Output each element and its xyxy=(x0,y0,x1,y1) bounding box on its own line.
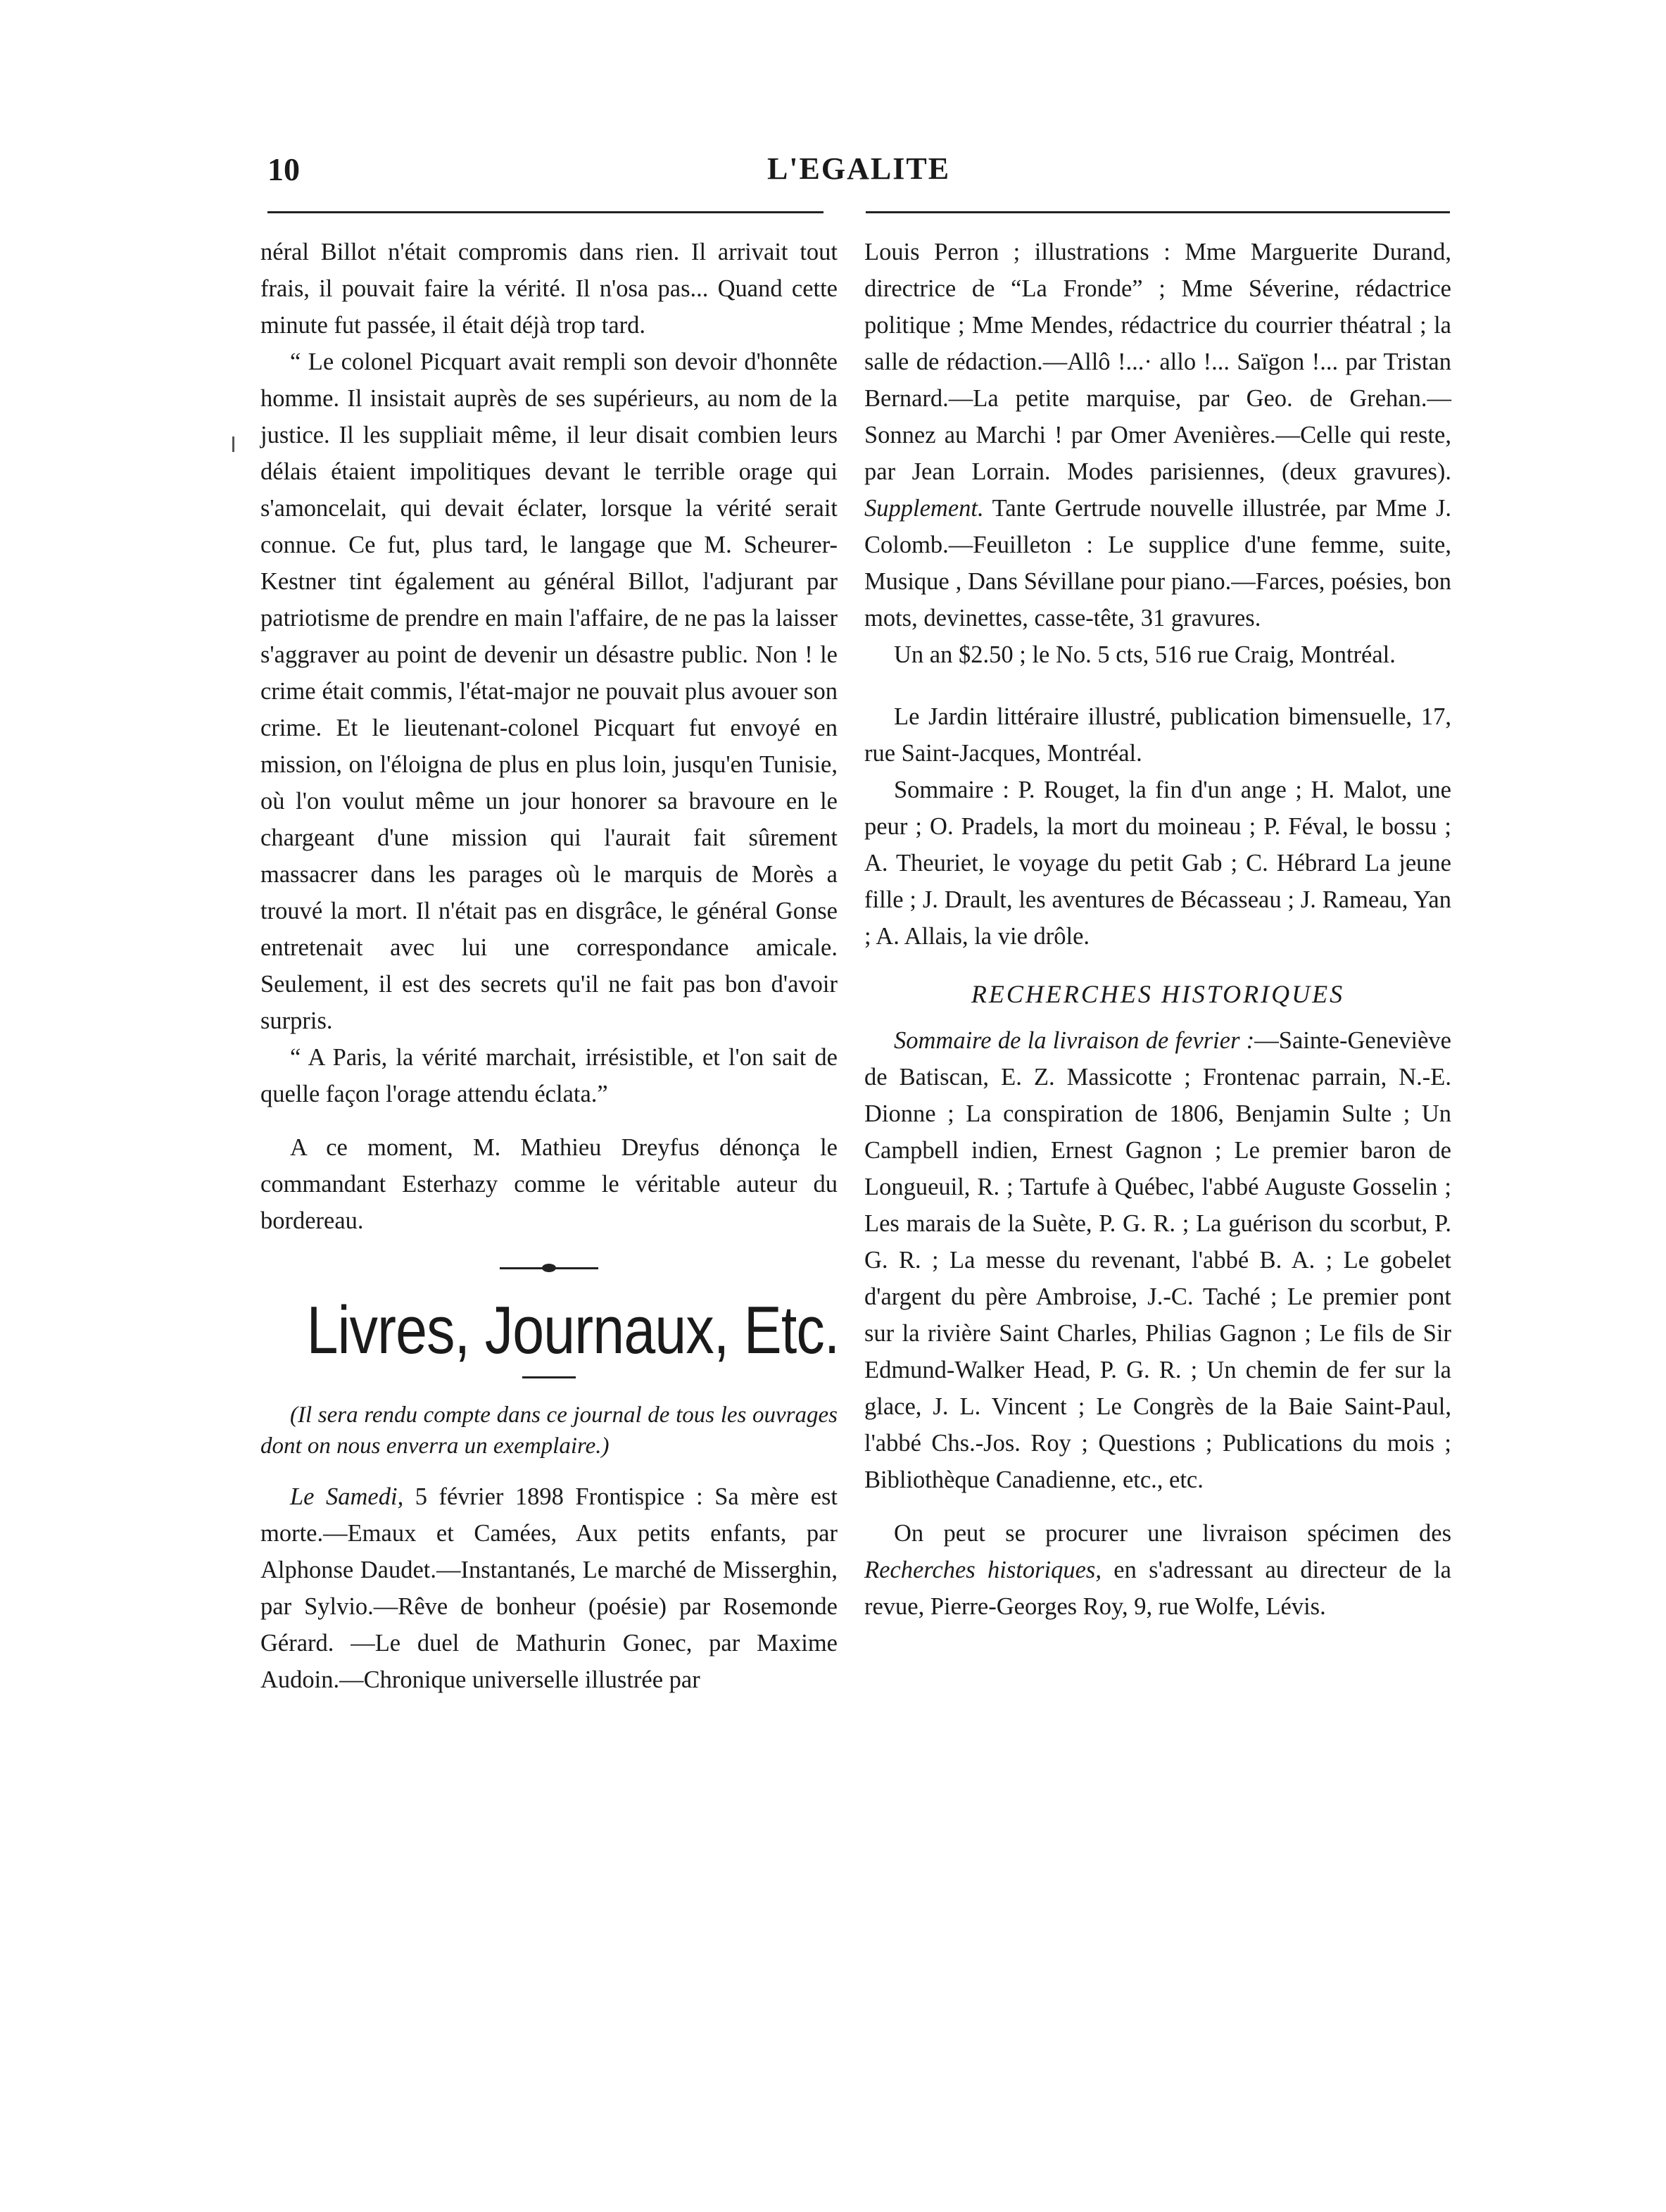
ornamental-divider xyxy=(500,1267,598,1269)
left-column xyxy=(260,234,838,1698)
supplement-contents: Tante Gertrude nouvelle illustrée, par Mme J. Colomb.—Feuilleton : Le supplice d'une femme, suite, Musique , Dans Sévillane pour piano.—Farces, poésies, bon mots, devinettes, casse-tête, 31 gravures. xyxy=(864,495,1451,631)
left-paragraph-1: néral Billot n'était compromis dans rien. Il arrivait tout frais, il pouvait faire la vérité. Il n'osa pas... Quand cette minute fut passée, il était déjà trop tard. xyxy=(260,239,838,339)
samedi-contents-continued: Louis Perron ; illustrations : Mme Marguerite Durand, directrice de “La Fronde” ; Mme Séverine, rédactrice politique ; Mme Mendes, rédactrice du courrier théatral ; la salle de rédaction.—Allô !...· allo !... Saïgon !... par Tristan Bernard.—La petite marquise, par Geo. de Grehan.—Sonnez au Marchi ! par Omer Avenières.—Celle qui reste, par Jean Lorrain. Modes parisiennes, (deux gravures). xyxy=(864,239,1451,485)
left-paragraph-2: “ Le colonel Picquart avait rempli son devoir d'honnête homme. Il insistait auprès de ses supérieurs, au nom de la justice. Il les suppliait même, il leur disait combien leurs délais étaient impolitiques devant le terrible orage qui s'amoncelait, qui devait éclater, lorsque la vérité serait connue. Ce fut, plus tard, le langage que M. Scheurer-Kestner tint également au général Billot, l'adjurant par patriotisme de prendre en main l'affaire, de ne pas la laisser s'aggraver au point de devenir un désastre public. Non ! le crime était commis, l'état-major ne pouvait plus avouer son crime. Et le lieutenant-colonel Picquart fut envoyé en mission, on l'éloigna de plus en plus loin, jusqu'en Tunisie, où l'on voulut même un jour honorer sa bravoure en le chargeant d'une mission qui l'aurait fait sûrement massacrer dans les parages où le marquis de Morès a trouvé la mort. Il n'était pas en disgrâce, le général Gonse entretenait avec lui une correspondance amicale. Seulement, il est des secrets qu'il ne fait pas bon d'avoir surpris. xyxy=(260,348,838,1034)
jardin-litteraire: Le Jardin littéraire illustré, publication bimensuelle, 17, rue Saint-Jacques, Montréal. xyxy=(864,703,1451,767)
page-header xyxy=(267,151,1450,193)
subscription-info: Un an $2.50 ; le No. 5 cts, 516 rue Craig, Montréal. xyxy=(894,641,1396,668)
supplement-label: Supplement. xyxy=(864,495,984,522)
left-paragraph-samedi xyxy=(260,1478,838,1698)
sommaire-contents: —Sainte-Geneviève de Batiscan, E. Z. Massicotte ; Frontenac parrain, N.-E. Dionne ; La conspiration de 1806, Benjamin Sulte ; Un Campbell indien, Ernest Gagnon ; Le premier baron de Longueuil, R. ; Tartufe à Québec, l'abbé Auguste Gosselin ; Les marais de la Suète, P. G. R. ; La guérison du scorbut, P. G. R. ; La messe du revenant, l'abbé B. A. ; Le gobelet d'argent du père Ambroise, J.-C. Taché ; Le premier pont sur la rivière Saint Charles, Philias Gagnon ; Le fils de Sir Edmund-Walker Head, P. G. R. ; Un chemin de fer sur la glace, J. L. Vincent ; Le Congrès de la Baie Saint-Paul, l'abbé Chs.-Jos. Roy ; Questions ; Publications du mois ; Bibliothèque Canadienne, etc., etc. xyxy=(864,1027,1451,1493)
page-number: 10 xyxy=(267,151,300,187)
specimen-text-a: On peut se procurer une livraison spécimen des xyxy=(894,1520,1451,1547)
sommaire-lead: Sommaire de la livraison de fevrier : xyxy=(894,1027,1255,1054)
publication-title-samedi: Le Samedi, xyxy=(290,1483,404,1510)
left-paragraph-4: A ce moment, M. Mathieu Dreyfus dénonça le commandant Esterhazy comme le véritable auteur du bordereau. xyxy=(260,1134,838,1234)
section-heading-livres: Livres, Journaux, Etc. xyxy=(306,1293,840,1368)
header-rule-right xyxy=(866,211,1450,213)
scan-mark xyxy=(232,436,234,452)
left-paragraph-3: “ A Paris, la vérité marchait, irrésistible, et l'on sait de quelle façon l'orage attendu éclata.” xyxy=(260,1044,838,1107)
jardin-sommaire: Sommaire : P. Rouget, la fin d'un ange ; H. Malot, une peur ; O. Pradels, la mort du moineau ; P. Féval, le bossu ; A. Theuriet, le voyage du petit Gab ; C. Hébrard La jeune fille ; J. Drault, les aventures de Bécasseau ; J. Rameau, Yan ; A. Allais, la vie drôle. xyxy=(864,777,1451,950)
running-title: L'EGALITE xyxy=(766,151,951,186)
specimen-info xyxy=(864,1515,1451,1625)
header-rule-left xyxy=(267,211,823,213)
right-column xyxy=(864,234,1451,1625)
section-heading-recherches: RECHERCHES HISTORIQUES xyxy=(971,980,1345,1008)
editorial-note: (Il sera rendu compte dans ce journal de tous les ouvrages dont on nous enverra un exemplaire.) xyxy=(260,1402,838,1459)
specimen-text-b: en s'adressant au directeur de la revue, Pierre-Georges Roy, 9, rue Wolfe, Lévis. xyxy=(864,1557,1452,1620)
right-paragraph-1 xyxy=(864,234,1451,636)
heading-underline xyxy=(522,1376,576,1378)
publication-title-recherches: Recherches historiques, xyxy=(864,1557,1102,1583)
samedi-contents: 5 février 1898 Frontispice : Sa mère est morte.—Emaux et Camées, Aux petits enfants, par Alphonse Daudet.—Instantanés, Le marché de Misserghin, par Sylvio.—Rêve de bonheur (poésie) par Rosemonde Gérard. —Le duel de Mathurin Gonec, par Maxime Audoin.—Chronique universelle illustrée par xyxy=(260,1483,838,1693)
recherches-sommaire xyxy=(864,1022,1451,1498)
